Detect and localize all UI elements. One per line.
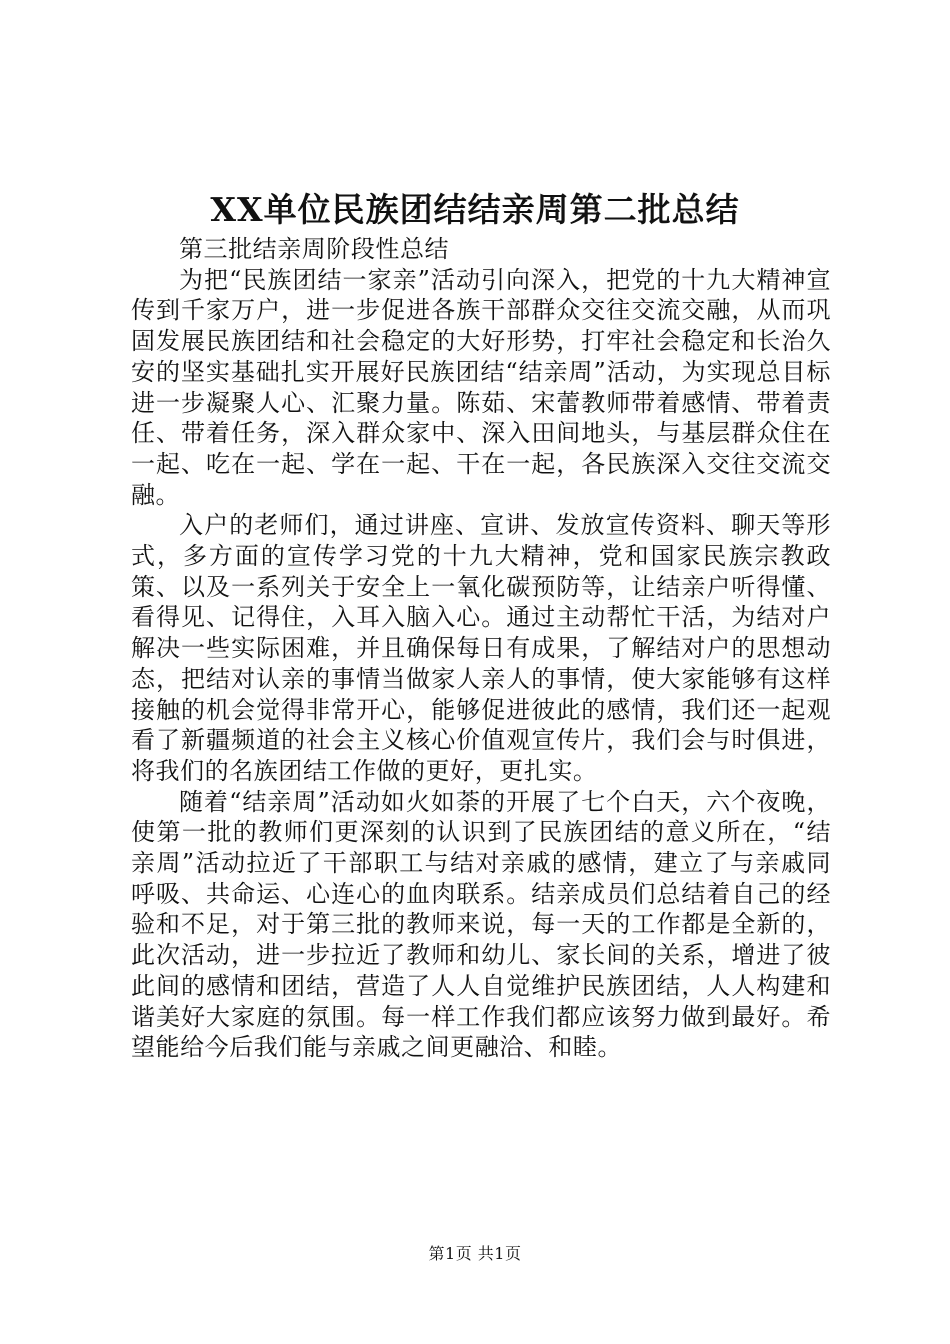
document-body: [131, 234, 831, 1063]
document-subtitle: 第三批结亲周阶段性总结: [179, 235, 450, 263]
paragraph-2: 入户的老师们，通过讲座、宣讲、发放宣传资料、聊天等形式，多方面的宣传学习党的十九大精神，党和国家民族宗教政策、以及一系列关于安全上一氧化碳预防等，让结亲户听得懂、看得见、记得住，入耳入脑入心。通过主动帮忙干活，为结对户解决一些实际困难，并且确保每日有成果，了解结对户的思想动态，把结对认亲的事情当做家人亲人的事情，使大家能够有这样接触的机会觉得非常开心，能够促进彼此的感情，我们还一起观看了新疆频道的社会主义核心价值观宣传片，我们会与时俱进，将我们的名族团结工作做的更好，更扎实。: [131, 511, 831, 785]
page-footer: 第1页 共1页: [428, 1244, 522, 1263]
paragraph-3: 随着“结亲周”活动如火如荼的开展了七个白天，六个夜晚，使第一批的教师们更深刻的认识到了民族团结的意义所在，“结亲周”活动拉近了干部职工与结对亲戚的感情，建立了与亲戚同呼吸、共命运、心连心的血肉联系。结亲成员们总结着自己的经验和不足，对于第三批的教师来说，每一天的工作都是全新的，此次活动，进一步拉近了教师和幼儿、家长间的关系，增进了彼此间的感情和团结，营造了人人自觉维护民族团结，人人构建和谐美好大家庭的氛围。每一样工作我们都应该努力做到最好。希望能给今后我们能与亲戚之间更融洽、和睦。: [131, 787, 831, 1062]
paragraph-1: 为把“民族团结一家亲”活动引向深入，把党的十九大精神宣传到千家万户，进一步促进各族干部群众交往交流交融，从而巩固发展民族团结和社会稳定的大好形势，打牢社会稳定和长治久安的坚实基础扎实开展好民族团结“结亲周”活动，为实现总目标进一步凝聚人心、汇聚力量。陈茹、宋蕾教师带着感情、带着责任、带着任务，深入群众家中、深入田间地头，与基层群众住在一起、吃在一起、学在一起、干在一起，各民族深入交往交流交融。: [131, 265, 831, 509]
document-title: XX单位民族团结结亲周第二批总结: [210, 190, 740, 229]
